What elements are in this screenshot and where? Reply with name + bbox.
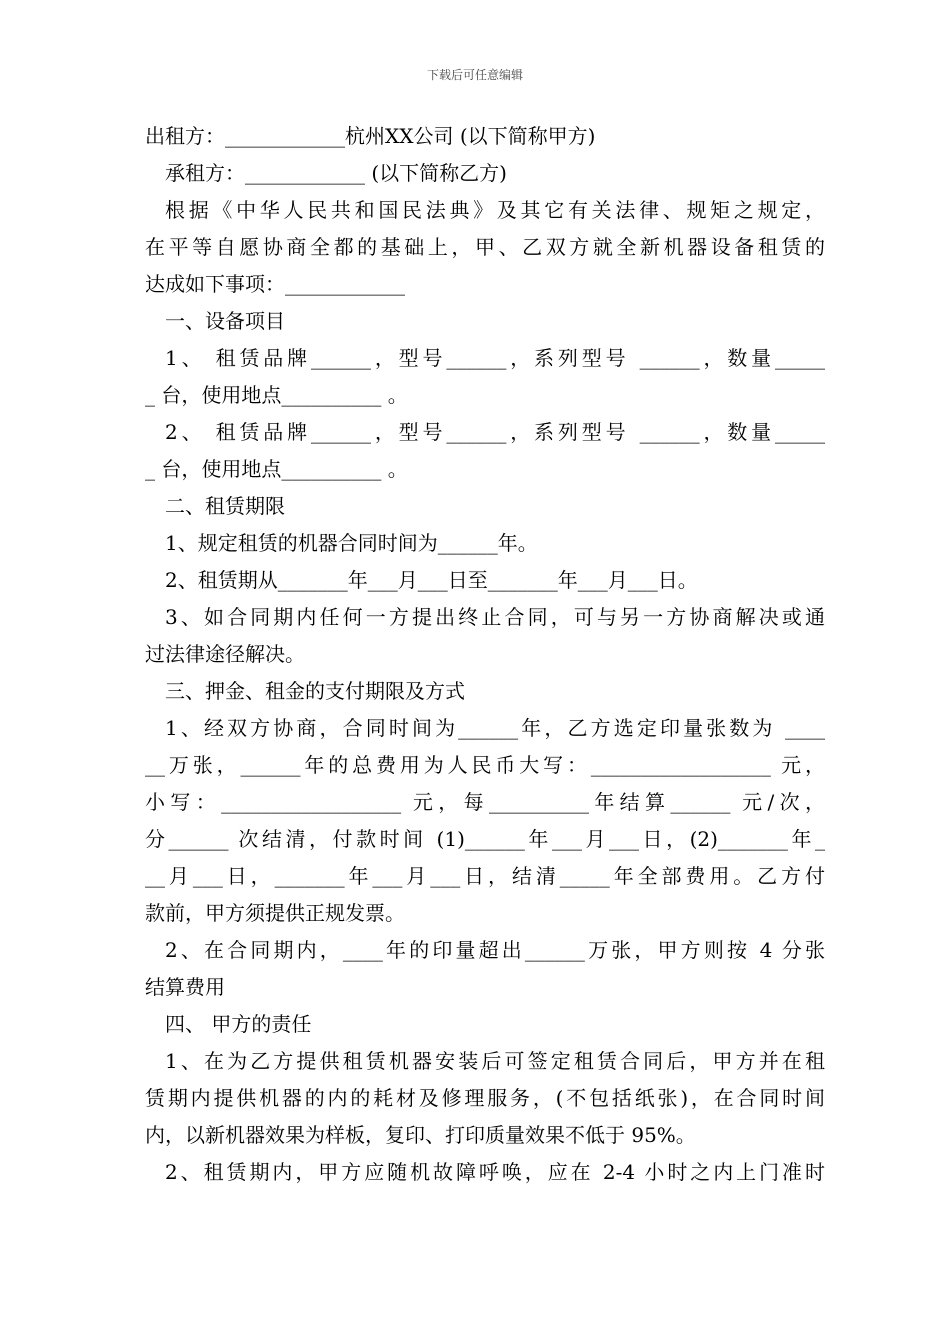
contract-line: 达成如下事项：____________	[145, 272, 405, 296]
contract-line: 四、 甲方的责任	[165, 1012, 312, 1036]
contract-line: 内，以新机器效果为样板，复印、打印质量效果不低于 95%。	[145, 1123, 696, 1147]
contract-line: __万张，______年的总费用为人民币大写：__________________ 元，	[145, 753, 825, 777]
contract-line: 根据《中华人民共和国民法典》及其它有关法律、规矩之规定，	[165, 198, 825, 222]
page-header-note: 下载后可任意编辑	[426, 68, 523, 82]
contract-line: 小写：__________________ 元，每__________年结算______ 元/次，	[145, 790, 825, 814]
contract-line: 2、租赁期内，甲方应随机故障呼唤，应在 2-4 小时之内上门准时	[165, 1160, 825, 1184]
contract-line: 1、经双方协商，合同时间为______年，乙方选定印量张数为 ____	[165, 716, 825, 740]
contract-line: 在平等自愿协商全都的基础上，甲、乙双方就全新机器设备租赁的	[145, 235, 825, 259]
contract-line: 承租方：____________ (以下简称乙方)	[165, 161, 507, 185]
contract-line: 2、在合同期内，____年的印量超出______万张，甲方则按 4 分张	[165, 938, 825, 962]
contract-line: 款前，甲方须提供正规发票。	[145, 901, 405, 925]
contract-line: 1、规定租赁的机器合同时间为______年。	[165, 531, 538, 555]
contract-line: 结算费用	[145, 975, 225, 999]
contract-line: 出租方：____________杭州XX公司 (以下简称甲方)	[145, 124, 596, 148]
contract-line: __月___日，_______年___月___日，结清_____年全部费用。乙方付	[145, 864, 825, 888]
contract-line: 赁期内提供机器的内的耗材及修理服务，(不包括纸张)，在合同时间	[145, 1086, 825, 1110]
contract-line: _ 台，使用地点__________ 。	[145, 383, 408, 407]
contract-line: _ 台，使用地点__________ 。	[145, 457, 408, 481]
contract-line: 2、 租赁品牌______，型号______，系列型号 ______，数量_____	[165, 420, 825, 444]
contract-line: 一、设备项目	[165, 309, 285, 333]
contract-line: 二、租赁期限	[165, 494, 285, 518]
contract-line: 2、租赁期从_______年___月___日至_______年___月___日。	[165, 568, 698, 592]
contract-line: 1、 租赁品牌______，型号______，系列型号 ______，数量_____	[165, 346, 825, 370]
contract-line: 1、在为乙方提供租赁机器安装后可签定租赁合同后，甲方并在租	[165, 1049, 825, 1073]
contract-body	[145, 118, 825, 1191]
contract-line: 过法律途径解决。	[145, 642, 305, 666]
contract-line: 3、如合同期内任何一方提出终止合同，可与另一方协商解决或通	[165, 605, 825, 629]
contract-line: 分______ 次结清，付款时间 (1)______年___月___日，(2)_______年_	[145, 827, 825, 851]
contract-line: 三、押金、租金的支付期限及方式	[165, 679, 465, 703]
